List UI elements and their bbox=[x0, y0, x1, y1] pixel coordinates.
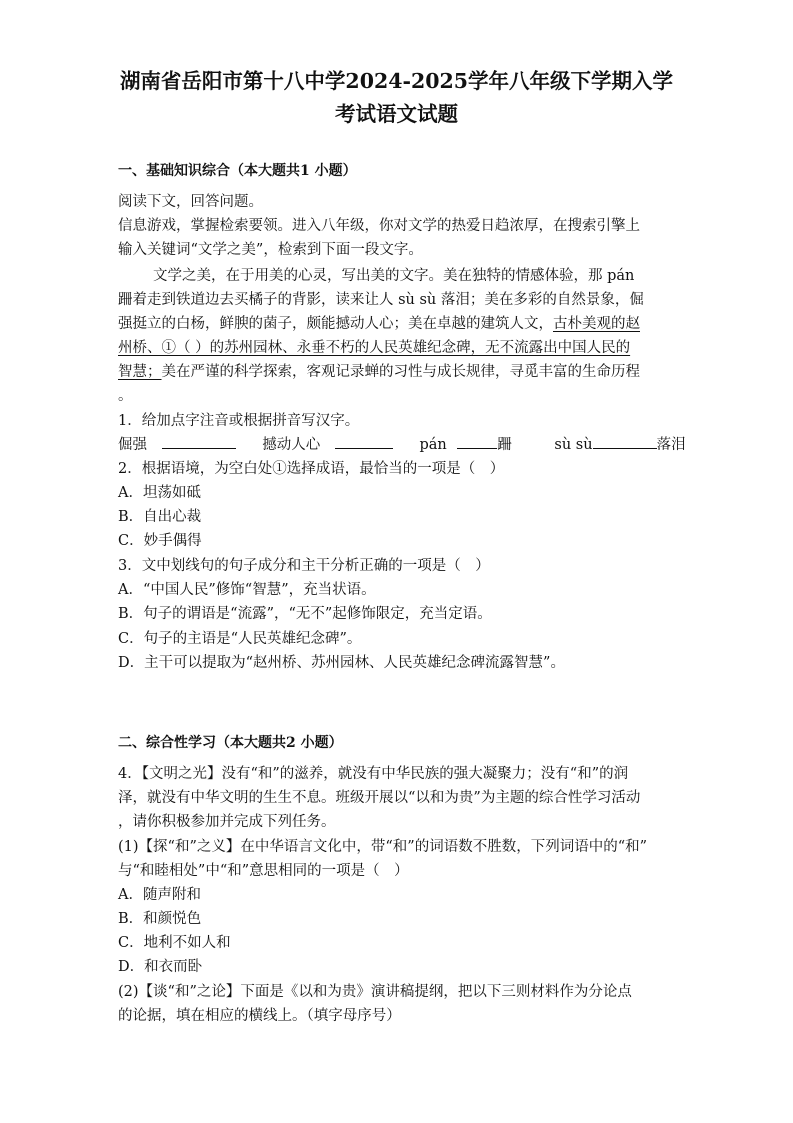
question-4-line-3: ，请你积极参加并完成下列任务。 bbox=[118, 814, 336, 830]
q1-item-word: 倔强 bbox=[118, 437, 147, 453]
passage-line-1: 文学之美，在于用美的心灵，写出美的文字。美在独特的情感体验，那 pán bbox=[153, 268, 635, 284]
q4-1-option-a[interactable]: A．随声附和 bbox=[118, 887, 201, 903]
answer-blank[interactable] bbox=[335, 433, 393, 449]
passage-line-3 bbox=[118, 312, 640, 336]
q1-item-word: 落泪 bbox=[656, 437, 686, 453]
q2-option-c[interactable]: C．妙手偶得 bbox=[118, 533, 202, 549]
q3-option-b[interactable]: B．句子的谓语是“流露”，“无不”起修饰限定，充当定语。 bbox=[118, 606, 492, 622]
subquestion-2-line-1: (2)【谈“和”之论】下面是《以和为贵》演讲稿提纲，把以下三则材料作为分论点 bbox=[118, 984, 632, 1000]
intro-line-2: 信息游戏，掌握检索要领。进入八年级，你对文学的热爱日趋浓厚，在搜索引擎上 bbox=[118, 218, 640, 234]
section-2-heading: 二、综合性学习（本大题共2 小题） bbox=[118, 735, 343, 751]
question-4-line-1: 4．【文明之光】没有“和”的滋养，就没有中华民族的强大凝聚力；没有“和”的润 bbox=[118, 766, 629, 782]
q2-option-a[interactable]: A．坦荡如砥 bbox=[118, 485, 201, 501]
q3-option-d[interactable]: D．主干可以提取为“赵州桥、苏州园林、人民英雄纪念碑流露智慧”。 bbox=[118, 655, 565, 671]
underlined-sentence-part: 古朴美观的赵 bbox=[553, 316, 640, 332]
q1-pinyin: pán bbox=[419, 437, 447, 453]
question-1-items bbox=[118, 433, 686, 457]
title-line-1: 湖南省岳阳市第十八中学2024-2025学年八年级下学期入学 bbox=[119, 69, 674, 93]
q1-item-word: 跚 bbox=[497, 437, 512, 453]
passage-text: 强挺立的白杨，鲜腴的菌子，颇能撼动人心；美在卓越的建筑人文， bbox=[118, 316, 553, 332]
q4-1-option-c[interactable]: C．地利不如人和 bbox=[118, 935, 231, 951]
q4-1-option-d[interactable]: D．和衣而卧 bbox=[118, 959, 203, 975]
title-line-2: 考试语文试题 bbox=[335, 102, 458, 126]
passage-line-6: 。 bbox=[118, 388, 133, 404]
q1-pinyin: sù sù bbox=[554, 437, 593, 453]
section-1-heading: 一、基础知识综合（本大题共1 小题） bbox=[118, 163, 357, 179]
subquestion-1-line-2: 与“和睦相处”中“和”意思相同的一项是（ ） bbox=[118, 863, 409, 879]
intro-line-3: 输入关键词“文学之美”，检索到下面一段文字。 bbox=[118, 242, 423, 258]
subquestion-1-line-1: (1)【探“和”之义】在中华语言文化中，带“和”的词语数不胜数，下列词语中的“和” bbox=[118, 839, 648, 855]
answer-blank[interactable] bbox=[593, 433, 657, 449]
underlined-sentence-part: 智慧； bbox=[118, 364, 162, 380]
q2-option-b[interactable]: B．自出心裁 bbox=[118, 509, 202, 525]
question-1-stem: 1．给加点字注音或根据拼音写汉字。 bbox=[118, 413, 360, 429]
subquestion-2-line-2: 的论据，填在相应的横线上。（填字母序号） bbox=[118, 1008, 401, 1024]
question-4-line-2: 泽，就没有中华文明的生生不息。班级开展以“以和为贵”为主题的综合性学习活动 bbox=[118, 790, 641, 806]
underlined-sentence-part: 州桥、①（ ）的苏州园林、永垂不朽的人民英雄纪念碑，无不流露出中国人民的 bbox=[118, 340, 631, 356]
q3-option-a[interactable]: A．“中国人民”修饰“智慧”，充当状语。 bbox=[118, 582, 376, 598]
q4-1-option-b[interactable]: B．和颜悦色 bbox=[118, 911, 202, 927]
passage-text: 美在严谨的科学探索，客观记录蝉的习性与成长规律，寻觅丰富的生命历程 bbox=[161, 364, 640, 380]
answer-blank[interactable] bbox=[457, 433, 497, 449]
passage-line-5 bbox=[118, 360, 640, 384]
answer-blank[interactable] bbox=[162, 433, 236, 449]
question-2-stem: 2．根据语境，为空白处①选择成语，最恰当的一项是（ ） bbox=[118, 461, 505, 477]
passage-line-2: 跚着走到铁道边去买橘子的背影，读来让人 sù sù 落泪；美在多彩的自然景象，倔 bbox=[118, 292, 644, 308]
question-3-stem: 3．文中划线句的句子成分和主干分析正确的一项是（ ） bbox=[118, 558, 490, 574]
q1-item-word: 撼动人心 bbox=[262, 437, 321, 453]
q3-option-c[interactable]: C．句子的主语是“人民英雄纪念碑”。 bbox=[118, 631, 362, 647]
intro-line-1: 阅读下文，回答问题。 bbox=[118, 194, 263, 210]
